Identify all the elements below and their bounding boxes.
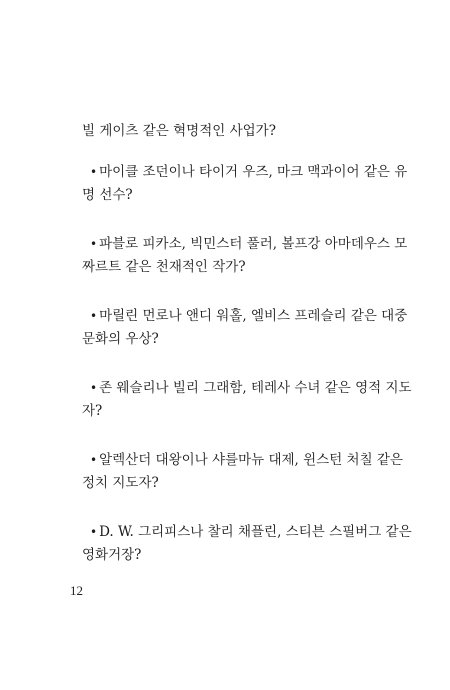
list-item-continuation: 자? [82, 403, 103, 419]
page-number: 12 [70, 583, 83, 598]
bullet-icon: • [90, 381, 98, 395]
bullet-icon: • [90, 453, 98, 467]
list-item-text: 파블로 피카소, 빅민스터 풀러, 볼프강 아마데우스 모 [99, 236, 408, 252]
list-item-continuation: 정치 지도자? [82, 475, 159, 491]
list-item [82, 233, 408, 279]
list-item-text: D. W. 그리피스나 찰리 채플린, 스티븐 스필버그 같은 [99, 524, 412, 540]
list-item [82, 305, 408, 351]
list-item [82, 377, 412, 423]
list-item-text: 마릴린 먼로나 앤디 워홀, 엘비스 프레슬리 같은 대중 [99, 308, 408, 324]
bullet-icon: • [90, 309, 98, 323]
list-item-text: 알렉산더 대왕이나 샤를마뉴 대제, 윈스턴 처칠 같은 [99, 452, 403, 468]
body-text [82, 120, 412, 593]
list-item-continuation: 영화거장? [82, 547, 142, 563]
list-item [82, 521, 412, 567]
list-item [82, 161, 408, 207]
bullet-icon: • [90, 165, 98, 179]
bullet-icon: • [90, 237, 98, 251]
lead-question: 빌 게이츠 같은 혁명적인 사업가? [82, 123, 276, 139]
bullet-icon: • [90, 525, 98, 539]
list-item-text: 마이클 조던이나 타이거 우즈, 마크 맥과이어 같은 유 [99, 164, 408, 180]
list-item-continuation: 짜르트 같은 천재적인 작가? [82, 259, 246, 275]
list-item-text: 존 웨슬리나 빌리 그래함, 테레사 수녀 같은 영적 지도 [99, 380, 412, 396]
list-item-continuation: 문화의 우상? [82, 331, 159, 347]
list-item-continuation: 명 선수? [82, 187, 133, 203]
list-item [82, 449, 403, 495]
